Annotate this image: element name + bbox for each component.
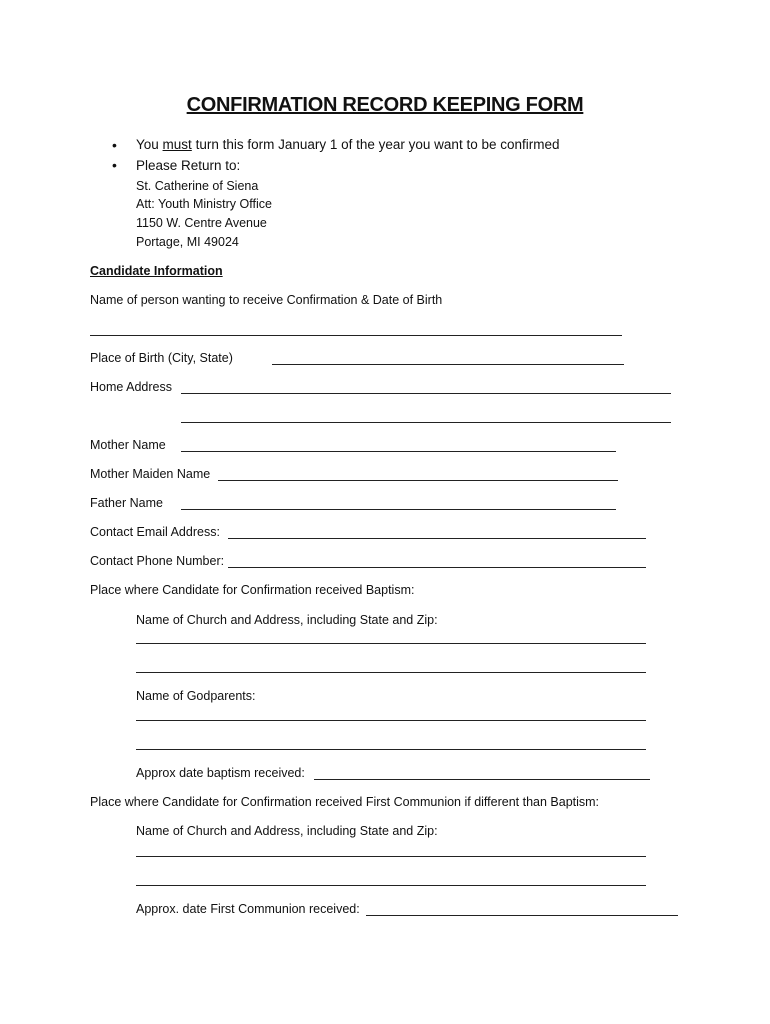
communion-heading: Place where Candidate for Confirmation received First Communion if different than Baptism: xyxy=(90,795,600,809)
place-of-birth-label: Place of Birth (City, State) xyxy=(90,351,233,365)
name-dob-field[interactable] xyxy=(90,335,622,336)
baptism-date-label: Approx date baptism received: xyxy=(136,766,305,780)
home-address-field-2[interactable] xyxy=(181,422,671,423)
baptism-church-field-2[interactable] xyxy=(136,672,646,673)
godparents-label: Name of Godparents: xyxy=(136,689,256,703)
name-dob-label: Name of person wanting to receive Confirmation & Date of Birth xyxy=(90,293,443,307)
communion-church-label: Name of Church and Address, including State and Zip: xyxy=(136,824,438,838)
baptism-date-field[interactable] xyxy=(314,779,650,780)
section-heading-candidate: Candidate Information xyxy=(90,264,223,278)
father-name-field[interactable] xyxy=(181,509,616,510)
communion-church-field-1[interactable] xyxy=(136,856,646,857)
father-name-label: Father Name xyxy=(90,496,163,510)
godparents-field-1[interactable] xyxy=(136,720,646,721)
phone-field[interactable] xyxy=(228,567,646,568)
mother-name-field[interactable] xyxy=(181,451,616,452)
communion-date-field[interactable] xyxy=(366,915,678,916)
address-line-2: Att: Youth Ministry Office xyxy=(136,197,272,211)
godparents-field-2[interactable] xyxy=(136,749,646,750)
home-address-field-1[interactable] xyxy=(181,393,671,394)
communion-church-field-2[interactable] xyxy=(136,885,646,886)
bullet-deadline-prefix: You xyxy=(136,137,163,152)
email-label: Contact Email Address: xyxy=(90,525,220,539)
mother-maiden-label: Mother Maiden Name xyxy=(90,467,211,481)
mother-maiden-field[interactable] xyxy=(218,480,618,481)
email-field[interactable] xyxy=(228,538,646,539)
bullet-deadline-suffix: turn this form January 1 of the year you want to be confirmed xyxy=(191,137,560,152)
bullet-deadline xyxy=(136,137,560,153)
form-title: CONFIRMATION RECORD KEEPING FORM xyxy=(186,94,584,116)
address-line-4: Portage, MI 49024 xyxy=(136,235,239,249)
bullet-return: Please Return to: xyxy=(136,158,241,173)
baptism-heading: Place where Candidate for Confirmation received Baptism: xyxy=(90,583,415,597)
phone-label: Contact Phone Number: xyxy=(90,554,225,568)
bullet-dot-icon: • xyxy=(112,137,117,153)
home-address-label: Home Address xyxy=(90,380,172,394)
address-line-3: 1150 W. Centre Avenue xyxy=(136,216,267,230)
address-line-1: St. Catherine of Siena xyxy=(136,179,259,193)
bullet-deadline-emphasis: must xyxy=(162,137,192,152)
baptism-church-label: Name of Church and Address, including State and Zip: xyxy=(136,613,438,627)
bullet-dot-icon: • xyxy=(112,157,117,173)
baptism-church-field-1[interactable] xyxy=(136,643,646,644)
communion-date-label: Approx. date First Communion received: xyxy=(136,902,360,916)
place-of-birth-field[interactable] xyxy=(272,364,624,365)
mother-name-label: Mother Name xyxy=(90,438,166,452)
